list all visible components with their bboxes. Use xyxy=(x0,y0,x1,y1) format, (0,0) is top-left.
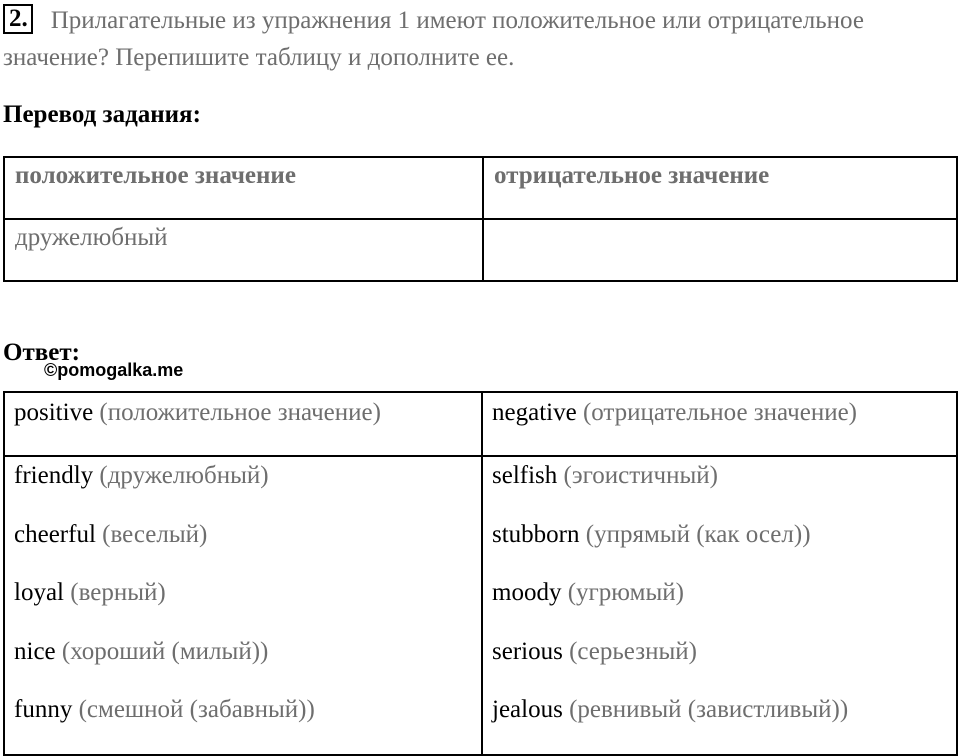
word-en: nice xyxy=(14,637,56,665)
list-item xyxy=(492,637,947,696)
word-en: selfish xyxy=(492,462,558,489)
header-en: positive xyxy=(14,399,94,426)
word-ru: (верный) xyxy=(70,579,166,607)
watermark: ©pomogalka.me xyxy=(44,360,184,380)
translation-heading: Перевод задания: xyxy=(3,101,201,128)
header-cell-positive: положительное значение xyxy=(4,157,483,219)
list-item xyxy=(14,695,472,754)
word-ru: (хороший (милый)) xyxy=(61,637,269,665)
answer-heading: Ответ: xyxy=(3,339,80,366)
header-ru: (отрицательное значение) xyxy=(582,399,857,426)
task-number: 2. xyxy=(3,4,33,34)
word-en: loyal xyxy=(14,579,64,607)
table-header-row xyxy=(4,392,957,456)
positive-list-cell xyxy=(4,456,482,755)
word-ru: (упрямый (как осел)) xyxy=(585,520,811,548)
word-ru: (ревнивый (завистливый)) xyxy=(569,696,849,724)
header-en: negative xyxy=(492,399,577,426)
header-cell-positive xyxy=(4,392,482,456)
header-ru: (положительное значение) xyxy=(99,399,381,426)
list-item xyxy=(492,578,947,637)
table-header-row xyxy=(4,157,957,219)
list-item xyxy=(492,520,947,579)
list-item xyxy=(14,637,472,696)
word-en: friendly xyxy=(14,462,94,489)
task-instruction: Прилагательные из упражнения 1 имеют положительное или отрицательное значение? Перепишите таблицу и дополните ее. xyxy=(3,7,864,71)
cell-negative xyxy=(483,219,957,281)
list-item xyxy=(492,461,947,520)
word-ru: (веселый) xyxy=(102,520,208,548)
translation-table xyxy=(3,156,958,282)
header-cell-negative: отрицательное значение xyxy=(483,157,957,219)
list-item xyxy=(492,695,947,754)
word-ru: (серьезный) xyxy=(569,637,697,665)
word-en: jealous xyxy=(492,696,563,724)
word-en: funny xyxy=(14,696,73,724)
list-item xyxy=(14,520,472,579)
task-text xyxy=(3,2,953,76)
word-en: serious xyxy=(492,637,563,665)
word-ru: (смешной (забавный)) xyxy=(78,696,315,724)
cell-positive: дружелюбный xyxy=(4,219,483,281)
word-ru: (дружелюбный) xyxy=(99,462,269,489)
table-row xyxy=(4,456,957,755)
table-row xyxy=(4,219,957,281)
word-en: stubborn xyxy=(492,520,580,548)
list-item xyxy=(14,461,472,520)
word-ru: (угрюмый) xyxy=(567,579,684,607)
list-item xyxy=(14,578,472,637)
word-en: moody xyxy=(492,579,562,607)
word-en: cheerful xyxy=(14,520,96,548)
negative-list-cell xyxy=(482,456,957,755)
header-cell-negative xyxy=(482,392,957,456)
word-ru: (эгоистичный) xyxy=(563,462,718,489)
answer-table xyxy=(3,391,958,756)
